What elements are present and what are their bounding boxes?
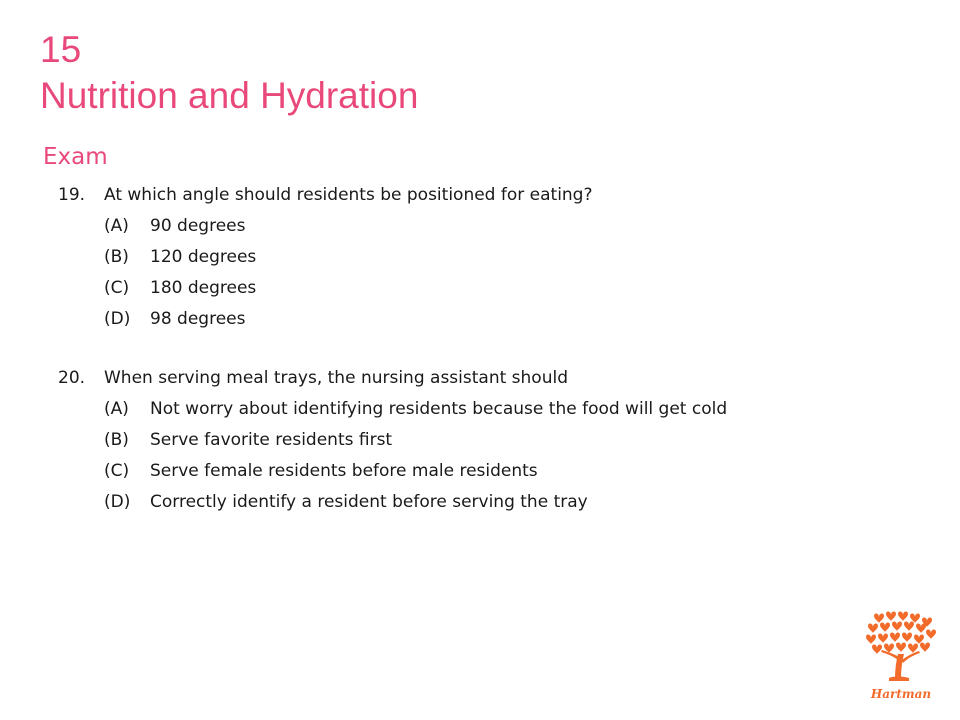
question-text: When serving meal trays, the nursing assistant should [104, 368, 568, 388]
option-text: Correctly identify a resident before serving the tray [150, 492, 588, 512]
answer-option-d [58, 304, 593, 335]
answer-option-d [58, 487, 727, 518]
answer-option-a [58, 394, 727, 425]
chapter-number: 15 [40, 29, 82, 70]
option-text: Not worry about identifying residents because the food will get cold [150, 399, 728, 419]
option-letter: (A) [104, 216, 129, 236]
option-text: 98 degrees [150, 309, 246, 329]
question-19 [58, 180, 593, 335]
option-text: 180 degrees [150, 278, 257, 298]
option-text: 90 degrees [150, 216, 246, 236]
question-stem [58, 363, 727, 394]
option-text: 120 degrees [150, 247, 257, 267]
chapter-title: Nutrition and Hydration [40, 75, 419, 116]
section-heading: Exam [43, 144, 108, 170]
question-number: 19. [58, 185, 86, 205]
option-letter: (B) [104, 247, 129, 267]
option-letter: (C) [104, 461, 130, 481]
answer-option-b [58, 425, 727, 456]
answer-option-c [58, 456, 727, 487]
heart-tree-icon [865, 610, 937, 710]
option-text: Serve favorite residents first [150, 430, 393, 450]
answer-option-a [58, 211, 593, 242]
option-letter: (D) [104, 309, 131, 329]
option-letter: (D) [104, 492, 131, 512]
question-text: At which angle should residents be positioned for eating? [104, 185, 593, 205]
question-20 [58, 363, 727, 518]
question-stem [58, 180, 593, 211]
option-letter: (B) [104, 430, 129, 450]
option-letter: (A) [104, 399, 129, 419]
answer-option-b [58, 242, 593, 273]
hartman-logo [865, 610, 937, 710]
option-text: Serve female residents before male residents [150, 461, 538, 481]
logo-text: Hartman [870, 687, 932, 701]
answer-option-c [58, 273, 593, 304]
option-letter: (C) [104, 278, 130, 298]
question-number: 20. [58, 368, 86, 388]
